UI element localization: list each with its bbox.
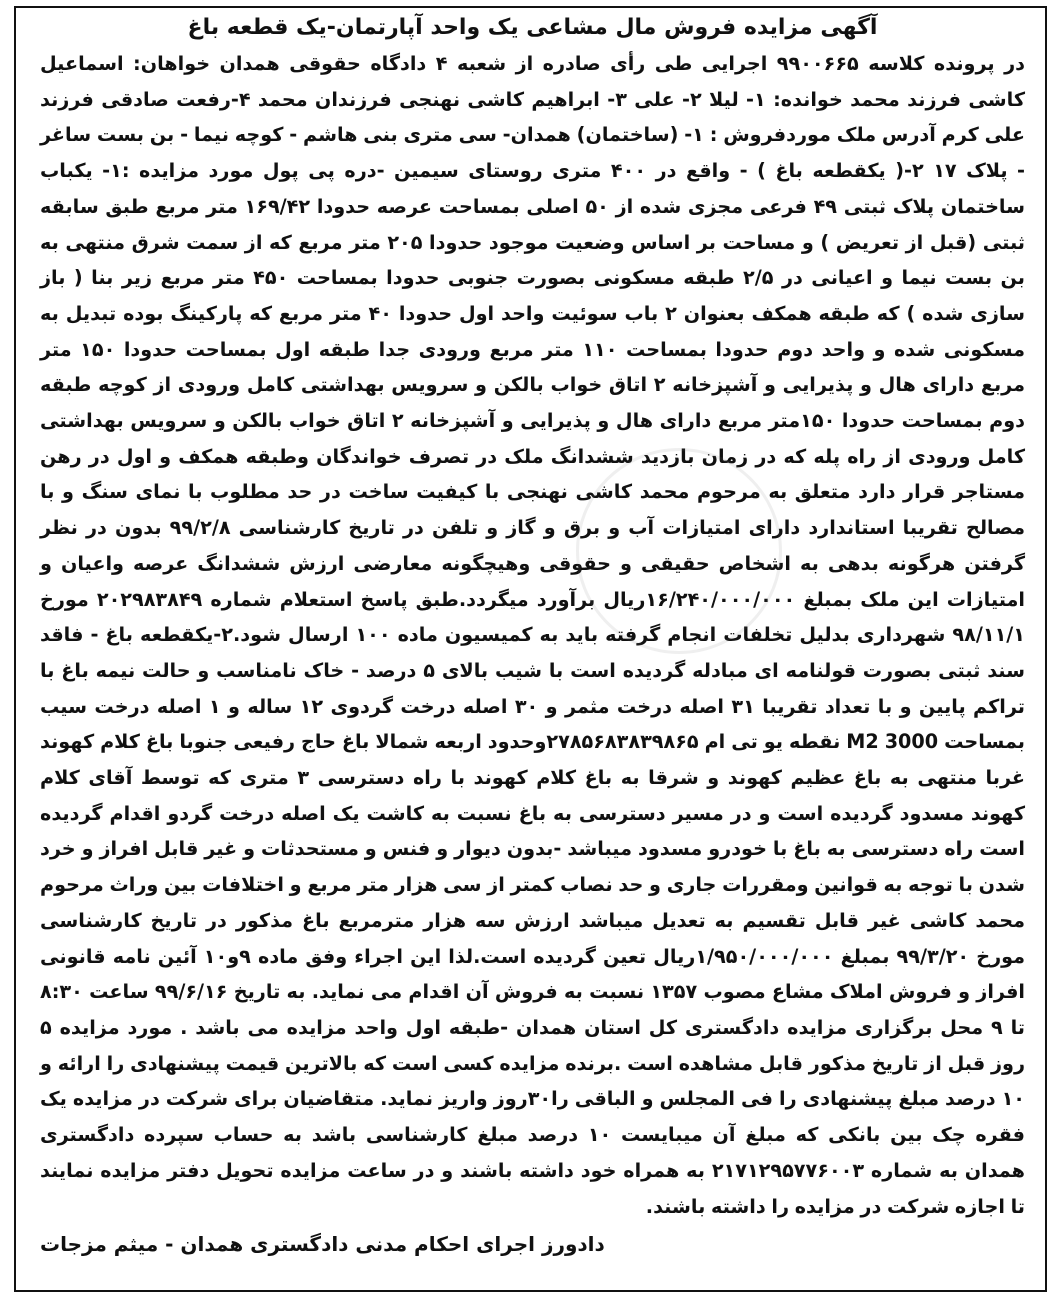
- notice-title: آگهی مزایده فروش مال مشاعی یک واحد آپارتمان-یک قطعه باغ: [187, 15, 878, 40]
- auction-notice: [14, 6, 1047, 1292]
- notice-body: در پرونده کلاسه ۹۹۰۰۶۶۵ اجرایی طی رأی صادره از شعبه ۴ دادگاه حقوقی همدان خواهان: اسماعیل کاشی فرزند محمد خوانده: ۱- لیلا ۲- علی ۳- ابراهیم کاشی نهنجی فرزندان محمد ۴-رفعت صادقی فرزند علی کرم آدرس ملک موردفروش : ۱- (ساختمان) همدان- سی متری بنی هاشم - کوچه نیما - بن بست ساغر - پلاک ۱۷ ۲-( یکقطعه باغ ) - واقع در ۴۰۰ متری روستای سیمین -دره پی پول مورد مزایده :۱- یکباب ساختمان پلاک ثبتی ۴۹ فرعی مجزی شده از ۵۰ اصلی بمساحت عرصه حدودا ۱۶۹/۴۲ متر مربع طبق سابقه ثبتی (قبل از تعریض ) و مساحت بر اساس وضعیت موجود حدودا ۲۰۵ متر مربع که از سمت شرق منتهی به بن بست نیما و اعیانی در ۲/۵ طبقه مسکونی بصورت جنوبی حدودا بمساحت ۴۵۰ متر مربع زیر بنا ( باز سازی شده ) که طبقه همکف بعنوان ۲ باب سوئیت واحد اول حدودا ۴۰ متر مربع که پارکینگ بوده تبدیل به مسکونی شده و واحد دوم حدودا بمساحت ۱۱۰ متر مربع ورودی جدا طبقه اول بمساحت حدودا ۱۵۰ متر مربع دارای هال و پذیرایی و آشپزخانه ۲ اتاق خواب بالکن و سرویس بهداشتی کامل ورودی از کوچه طبقه دوم بمساحت حدودا ۱۵۰متر مربع دارای هال و پذیرایی و آشپزخانه ۲ اتاق خواب بالکن و سرویس بهداشتی کامل ورودی از راه پله که در زمان بازدید ششدانگ ملک در تصرف خواندگان وطبقه همکف و اول در رهن مستاجر قرار دارد متعلق به مرحوم محمد کاشی نهنجی با کیفیت ساخت در حد مطلوب با نمای سنگ و با مصالح تقریبا استاندارد دارای امتیازات آب و برق و گاز و تلفن در تاریخ کارشناسی ۹۹/۲/۸ بدون در نظر گرفتن هرگونه بدهی به اشخاص حقیقی و حقوقی وهیچگونه معارضی ارزش ششدانگ عرصه واعیان و امتیازات این ملک بمبلغ ۱۶/۲۴۰/۰۰۰/۰۰۰ریال برآورد میگردد.طبق پاسخ استعلام شماره ۲۰۲۹۸۳۸۴۹ مورخ ۹۸/۱۱/۱ شهرداری بدلیل تخلفات انجام گرفته باید به کمیسیون ماده ۱۰۰ ارسال شود.۲-یکقطعه باغ - فاقد سند ثبتی بصورت قولنامه ای مبادله گردیده است با شیب بالای ۵ درصد - خاک نامناسب و حالت نیمه باغ با تراکم پایین و با تعداد تقریبا ۳۱ اصله درخت مثمر و ۳۰ اصله درخت گردوی ۱۲ ساله و ۱ اصله درخت سیب بمساحت 3000 M2 نقطه یو تی ام ۲۷۸۵۶۸۳۸۳۹۸۶۵وحدود اربعه شمالا باغ حاج رفیعی جنوبا باغ کلام کهوند غربا منتهی به باغ عظیم کهوند و شرقا به باغ کلام کهوند با راه دسترسی ۳ متری که توسط آقای کلام کهوند مسدود گردیده است و در مسیر دسترسی به باغ نسبت به کاشت یک اصله درخت گردو اقدام گردیده است راه دسترسی به باغ با خودرو مسدود میباشد -بدون دیوار و فنس و مستحدثات و غیر قابل افراز و خرد شدن با توجه به قوانین ومقررات جاری و حد نصاب کمتر از سی هزار متر مربع و اختلافات بین وراث مرحوم محمد کاشی غیر قابل تقسیم به تعدیل میباشد ارزش سه هزار مترمربع باغ مذکور در تاریخ کارشناسی مورخ ۹۹/۳/۲۰ بمبلغ ۱/۹۵۰/۰۰۰/۰۰۰ریال تعین گردیده است.لذا این اجراء وفق ماده ۹و۱۰ آئین نامه قانونی افراز و فروش املاک مشاع مصوب ۱۳۵۷ نسبت به فروش آن اقدام می نماید. به تاریخ ۹۹/۶/۱۶ ساعت ۸:۳۰ تا ۹ محل برگزاری مزایده دادگستری کل استان همدان -طبقه اول واحد مزایده می باشد . مورد مزایده ۵ روز قبل از تاریخ مذکور قابل مشاهده است .برنده مزایده کسی است که بالاترین قیمت پیشنهادی را ارائه و ۱۰ درصد مبلغ پیشنهادی را فی المجلس و الباقی را۳۰روز واریز نماید. متقاضیان برای شرکت در مزایده یک فقره چک بین بانکی که مبلغ آن میبایست ۱۰ درصد مبلغ کارشناسی باشد به حساب سپرده دادگستری همدان به شماره ۲۱۷۱۲۹۵۷۷۶۰۰۳ به همراه خود داشته باشند و در ساعت مزایده تحویل دفتر مزایده نمایند تا اجازه شرکت در مزایده را داشته باشند.: [40, 52, 1026, 1218]
- notice-signature: دادورز اجرای احکام مدنی دادگستری همدان - میثم مزجات: [40, 1232, 605, 1257]
